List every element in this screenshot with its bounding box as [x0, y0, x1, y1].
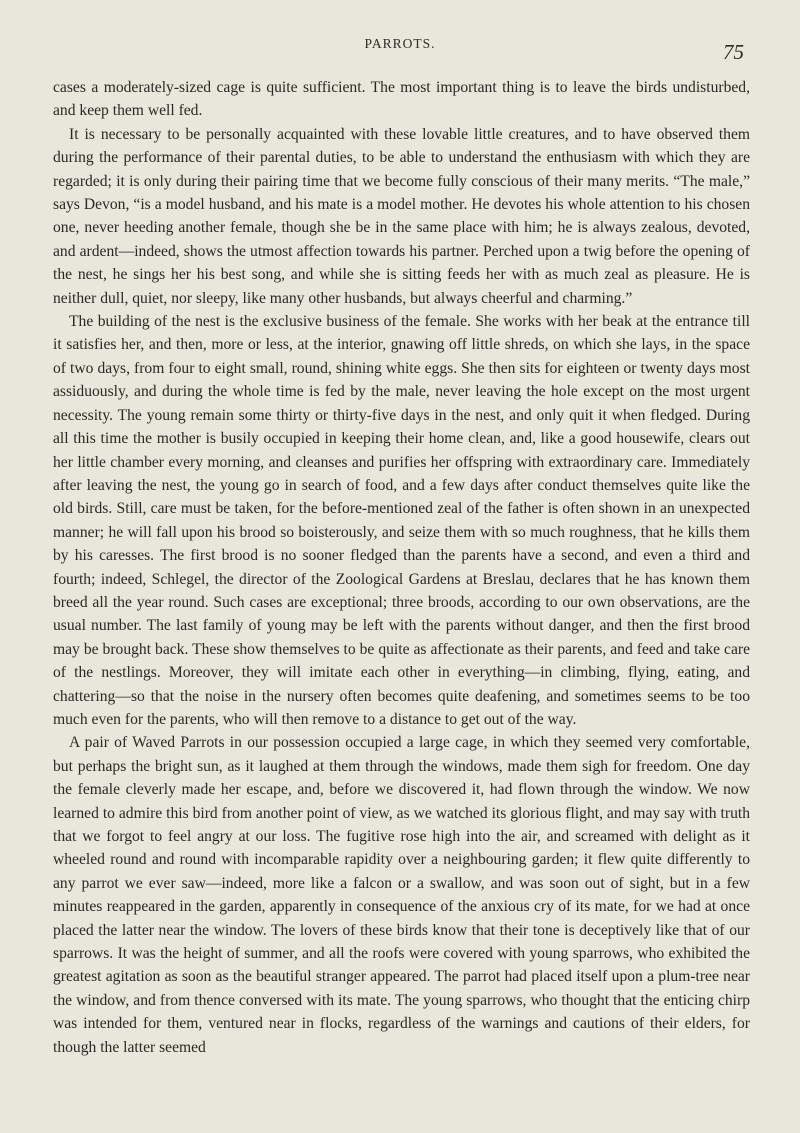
paragraph-nest-building: The building of the nest is the exclusive business of the female. She works with her beak at the entrance till it satisfies her, and then, more or less, at the interior, gnawing off little shreds, on which she lays, in the space of two days, from four to eight small, round, shining white eggs. She then sits for eighteen or twenty days most assiduously, and during the whole time is fed by the male, never leaving the hole except on the most urgent necessity. The young remain some thirty or thirty-five days in the nest, and only quit it when fledged. During all this time the mother is busily occupied in keeping their home clean, and, like a good housewife, clears out her little chamber every morning, and cleanses and purifies her offspring with extraordinary care. Immediately after leaving the nest, the young go in search of food, and a few days after conduct themselves quite like the old birds. Still, care must be taken, for the before-mentioned zeal of the father is often shown in an unexpected manner; he will fall upon his brood so boisterously, and seize them with so much roughness, that he kills them by his caresses. The first brood is no sooner fledged than the parents have a second, and even a third and fourth; indeed, Schlegel, the director of the Zoological Gardens at Breslau, declares that he has known them breed all the year round. Such cases are exceptional; three broods, according to our own observations, are the usual number. The last family of young may be left with the parents without danger, and then the first brood may be brought back. These show themselves to be quite as affectionate as their parents, and feed and take care of the nestlings. Moreover, they will imitate each other in everything—in climbing, flying, eating, and chattering—so that the noise in the nursery often becomes quite deafening, and sometimes seems to be too much even for the parents, who will then remove to a distance to get out of the way. — [53, 313, 750, 728]
paragraph-continuation: cases a moderately-sized cage is quite sufficient. The most important thing is to leave the birds undisturbed, and keep them well fed. — [53, 79, 750, 120]
body-text — [53, 76, 750, 1059]
paragraph-pairing-time: It is necessary to be personally acquainted with these lovable little creatures, and to have observed them during the performance of their parental duties, to be able to understand the enthusiasm with which they are regarded; it is only during their pairing time that we become fully conscious of their many merits. “The male,” says Devon, “is a model husband, and his mate is a model mother. He devotes his whole attention to his chosen one, never heeding another female, though she be in the same place with him; he is always zealous, devoted, and ardent—indeed, shows the utmost affection towards his partner. Perched upon a twig before the opening of the nest, he sings her his best song, and while she is sitting feeds her with as much zeal as pleasure. He is neither dull, quiet, nor sleepy, like many other husbands, but always cheerful and charming.” — [53, 125, 750, 307]
paragraph-waved-parrots: A pair of Waved Parrots in our possession occupied a large cage, in which they seemed very comfortable, but perhaps the bright sun, as it laughed at them through the windows, made them sigh for freedom. One day the female cleverly made her escape, and, before we discovered it, had flown through the window. We now learned to admire this bird from another point of view, as we watched its glorious flight, and may say with truth that we forgot to feel angry at our loss. The fugitive rose high into the air, and screamed with delight as it wheeled round and round with incomparable rapidity over a neighbouring garden; it flew quite differently to any parrot we ever saw—indeed, more like a falcon or a swallow, and was soon out of sight, but in a few minutes reappeared in the garden, apparently in consequence of the anxious cry of its mate, for we had at once placed the latter near the window. The lovers of these birds know that their tone is deceptively like that of our sparrows. It was the height of summer, and all the roofs were covered with young sparrows, who exhibited the greatest agitation as soon as the beautiful stranger appeared. The parrot had placed itself upon a plum-tree near the window, and from thence conversed with its mate. The young sparrows, who thought that the enticing chirp was intended for them, ventured near in flocks, regardless of the warnings and cautions of their elders, for though the latter seemed — [53, 734, 750, 1056]
running-title: PARROTS. — [364, 36, 436, 51]
page-number: 75 — [723, 40, 744, 64]
